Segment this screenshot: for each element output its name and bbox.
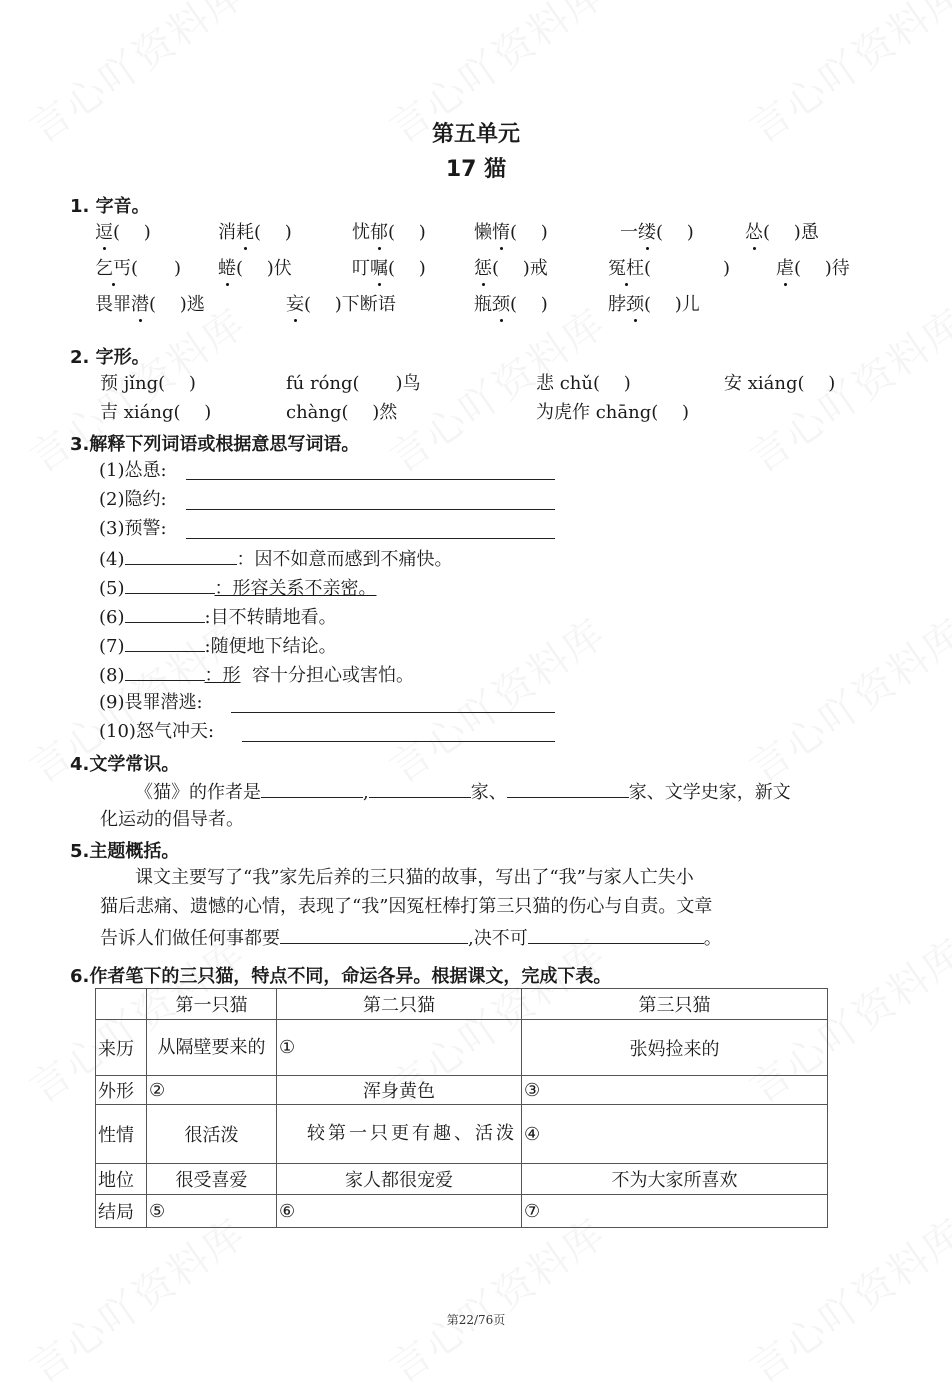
table-cell[interactable]: ⑥ (277, 1195, 522, 1228)
s1-item: 瓶颈( ) (474, 294, 548, 315)
table-cell: 张妈捡来的 (522, 1020, 828, 1076)
s5-text-2: 猫后悲痛、遗憾的心情，表现了“我”因冤枉棒打第三只猫的伤心与自责。文章 (100, 896, 713, 917)
table-cell[interactable]: ⑦ (522, 1195, 828, 1228)
answer-blank[interactable] (125, 633, 205, 652)
section-3-heading: 3.解释下列词语或根据意思写词语。 (70, 434, 360, 455)
table-header-cell (96, 989, 147, 1020)
answer-blank[interactable] (125, 604, 205, 623)
s4-text-2: 化运动的倡导者。 (100, 809, 244, 830)
row-label: 来历 (96, 1020, 147, 1076)
s3-item-3: (3)预警: (99, 518, 167, 539)
answer-line[interactable] (186, 538, 555, 539)
answer-blank[interactable] (369, 779, 471, 798)
answer-blank[interactable] (125, 662, 205, 681)
cats-table (95, 988, 828, 1228)
s1-item: 妄( )下断语 (286, 294, 396, 315)
answer-blank[interactable] (280, 925, 468, 944)
s2-item: fú róng( )鸟 (286, 373, 421, 394)
s2-item: 吉 xiáng( ) (100, 402, 212, 423)
s1-item: 消耗( ) (218, 222, 292, 243)
answer-blank[interactable] (125, 575, 215, 594)
watermark (376, 603, 615, 794)
table-cell[interactable]: ④ (522, 1105, 828, 1164)
watermark (736, 603, 952, 794)
s3-item-2: (2)隐约: (99, 489, 167, 510)
answer-line[interactable] (231, 712, 555, 713)
answer-line[interactable] (242, 741, 555, 742)
s3-item-9: (9)畏罪潜逃: (99, 692, 203, 713)
row-label: 结局 (96, 1195, 147, 1228)
table-cell: 从隔壁要来的 (147, 1020, 277, 1076)
table-cell: 较第一只更有趣、活泼 (277, 1105, 522, 1164)
section-6-heading: 6.作者笔下的三只猫，特点不同，命运各异。根据课文，完成下表。 (70, 966, 612, 987)
s5-text-1: 课文主要写了“我”家先后养的三只猫的故事，写出了“我”与家人亡失小 (135, 867, 694, 888)
watermark (376, 1203, 615, 1394)
s5-text-3: 告诉人们做任何事都要 ,决不可 。 (100, 925, 722, 951)
s2-item: 悲 chǔ( ) (536, 373, 631, 394)
table-cell: 浑身黄色 (277, 1076, 522, 1105)
s1-item: 虐( )待 (776, 258, 850, 279)
lesson-title: 17 猫 (445, 157, 507, 182)
answer-blank[interactable] (507, 779, 629, 798)
table-row (96, 1076, 828, 1105)
s1-item: 惩( )戒 (474, 258, 548, 279)
s1-item: 叮嘱( ) (352, 258, 426, 279)
table-cell: 家人都很宠爱 (277, 1164, 522, 1195)
s3-item-6: (6) :目不转睛地看。 (99, 604, 337, 630)
watermark (16, 1203, 255, 1394)
unit-title: 第五单元 (431, 122, 520, 147)
table-cell: 很活泼 (147, 1105, 277, 1164)
section-1-heading: 1. 字音。 (70, 196, 150, 217)
answer-blank[interactable] (261, 779, 363, 798)
page-number: 第22/76页 (446, 1313, 506, 1327)
table-cell: 不为大家所喜欢 (522, 1164, 828, 1195)
table-cell[interactable]: ⑤ (147, 1195, 277, 1228)
s1-item: 脖颈( )儿 (608, 294, 700, 315)
s3-item-7: (7) :随便地下结论。 (99, 633, 337, 659)
s2-item: chàng( )然 (286, 402, 398, 423)
s1-item: 乞丐( ) (95, 258, 182, 279)
table-header-row (96, 989, 828, 1020)
answer-blank[interactable] (528, 925, 704, 944)
s1-item: 蜷( )伏 (218, 258, 292, 279)
s1-item: 逗( ) (95, 222, 151, 243)
watermark (736, 1203, 952, 1394)
table-row (96, 1195, 828, 1228)
s1-item: 畏罪潜( )逃 (95, 294, 205, 315)
table-cell[interactable]: ② (147, 1076, 277, 1105)
s3-item-10: (10)怒气冲天: (99, 721, 215, 742)
s1-item: 冤枉( ) (608, 258, 731, 279)
table-row (96, 1020, 828, 1076)
table-cell[interactable]: ③ (522, 1076, 828, 1105)
answer-line[interactable] (186, 509, 555, 510)
s3-item-1: (1)怂恿: (99, 460, 167, 481)
table-header-cell: 第三只猫 (522, 989, 828, 1020)
s1-item: 怂( )恿 (745, 222, 819, 243)
table-row (96, 1164, 828, 1195)
s2-item: 为虎作 chāng( ) (536, 402, 690, 423)
row-label: 性情 (96, 1105, 147, 1164)
s3-item-5: (5) ：形容关系不亲密。 (99, 575, 377, 601)
answer-line[interactable] (186, 479, 555, 480)
s3-item-4: (4) ：因不如意而感到不痛快。 (99, 546, 453, 572)
s1-item: 懒惰( ) (474, 222, 548, 243)
section-5-heading: 5.主题概括。 (70, 841, 180, 862)
table-cell[interactable]: ① (277, 1020, 522, 1076)
table-cell: 很受喜爱 (147, 1164, 277, 1195)
answer-blank[interactable] (125, 546, 237, 565)
table-header-cell: 第二只猫 (277, 989, 522, 1020)
s2-item: 安 xiáng( ) (724, 373, 836, 394)
s2-item: 预 jǐng( ) (100, 373, 196, 394)
s4-text: 《猫》的作者是 , 家、 家、文学史家，新文 (135, 779, 791, 805)
s1-item: 忧郁( ) (352, 222, 426, 243)
row-label: 外形 (96, 1076, 147, 1105)
s3-item-8: (8) ：形 容十分担心或害怕。 (99, 662, 414, 688)
s1-item: 一缕( ) (620, 222, 694, 243)
table-header-cell: 第一只猫 (147, 989, 277, 1020)
row-label: 地位 (96, 1164, 147, 1195)
section-4-heading: 4.文学常识。 (70, 754, 180, 775)
section-2-heading: 2. 字形。 (70, 347, 150, 368)
table-row (96, 1105, 828, 1164)
